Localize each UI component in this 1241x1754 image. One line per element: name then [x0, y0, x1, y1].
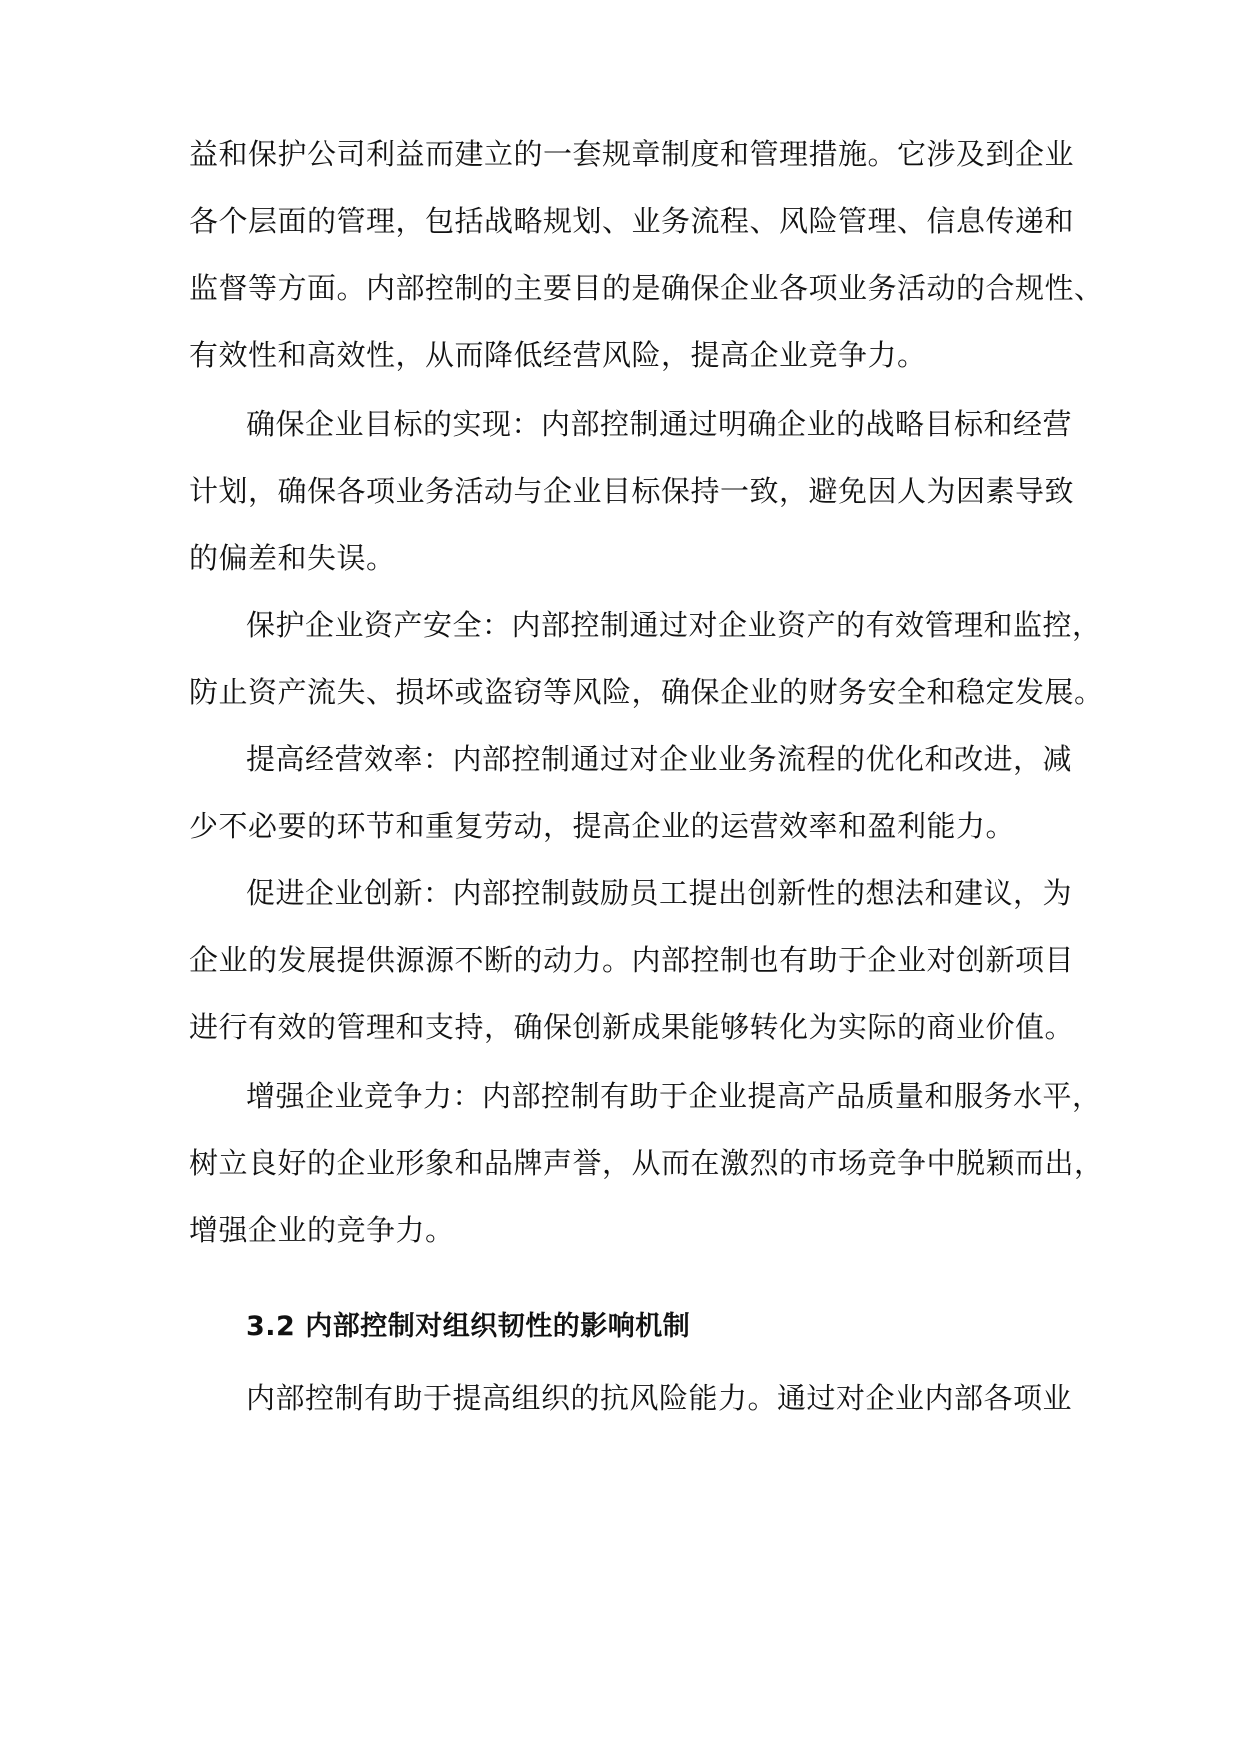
paragraph-line: 监督等方面。内部控制的主要目的是确保企业各项业务活动的合规性、	[189, 271, 1104, 305]
paragraph-line: 增强企业的竞争力。	[189, 1213, 455, 1247]
paragraph-line: 计划，确保各项业务活动与企业目标保持一致，避免因人为因素导致	[189, 474, 1075, 508]
paragraph-line: 保护企业资产安全：内部控制通过对企业资产的有效管理和监控，	[246, 608, 1102, 642]
paragraph-line: 树立良好的企业形象和品牌声誉，从而在激烈的市场竞争中脱颖而出，	[189, 1146, 1104, 1180]
paragraph-line: 企业的发展提供源源不断的动力。内部控制也有助于企业对创新项目	[189, 943, 1075, 977]
paragraph-line: 各个层面的管理，包括战略规划、业务流程、风险管理、信息传递和	[189, 204, 1075, 238]
paragraph-line: 确保企业目标的实现：内部控制通过明确企业的战略目标和经营	[246, 407, 1073, 441]
paragraph-line: 进行有效的管理和支持，确保创新成果能够转化为实际的商业价值。	[189, 1010, 1075, 1044]
paragraph-line: 防止资产流失、损坏或盗窃等风险，确保企业的财务安全和稳定发展。	[189, 675, 1104, 709]
paragraph-line: 益和保护公司利益而建立的一套规章制度和管理措施。它涉及到企业	[189, 137, 1075, 171]
paragraph-line: 提高经营效率：内部控制通过对企业业务流程的优化和改进，减	[246, 742, 1073, 776]
paragraph-line: 的偏差和失误。	[189, 541, 396, 575]
section-heading: 3.2 内部控制对组织韧性的影响机制	[246, 1311, 691, 1342]
paragraph-line: 少不必要的环节和重复劳动，提高企业的运营效率和盈利能力。	[189, 809, 1016, 843]
paragraph-line: 内部控制有助于提高组织的抗风险能力。通过对企业内部各项业	[246, 1381, 1073, 1415]
paragraph-line: 有效性和高效性，从而降低经营风险，提高企业竞争力。	[189, 338, 927, 372]
paragraph-line: 促进企业创新：内部控制鼓励员工提出创新性的想法和建议，为	[246, 876, 1073, 910]
paragraph-line: 增强企业竞争力：内部控制有助于企业提高产品质量和服务水平，	[246, 1079, 1102, 1113]
